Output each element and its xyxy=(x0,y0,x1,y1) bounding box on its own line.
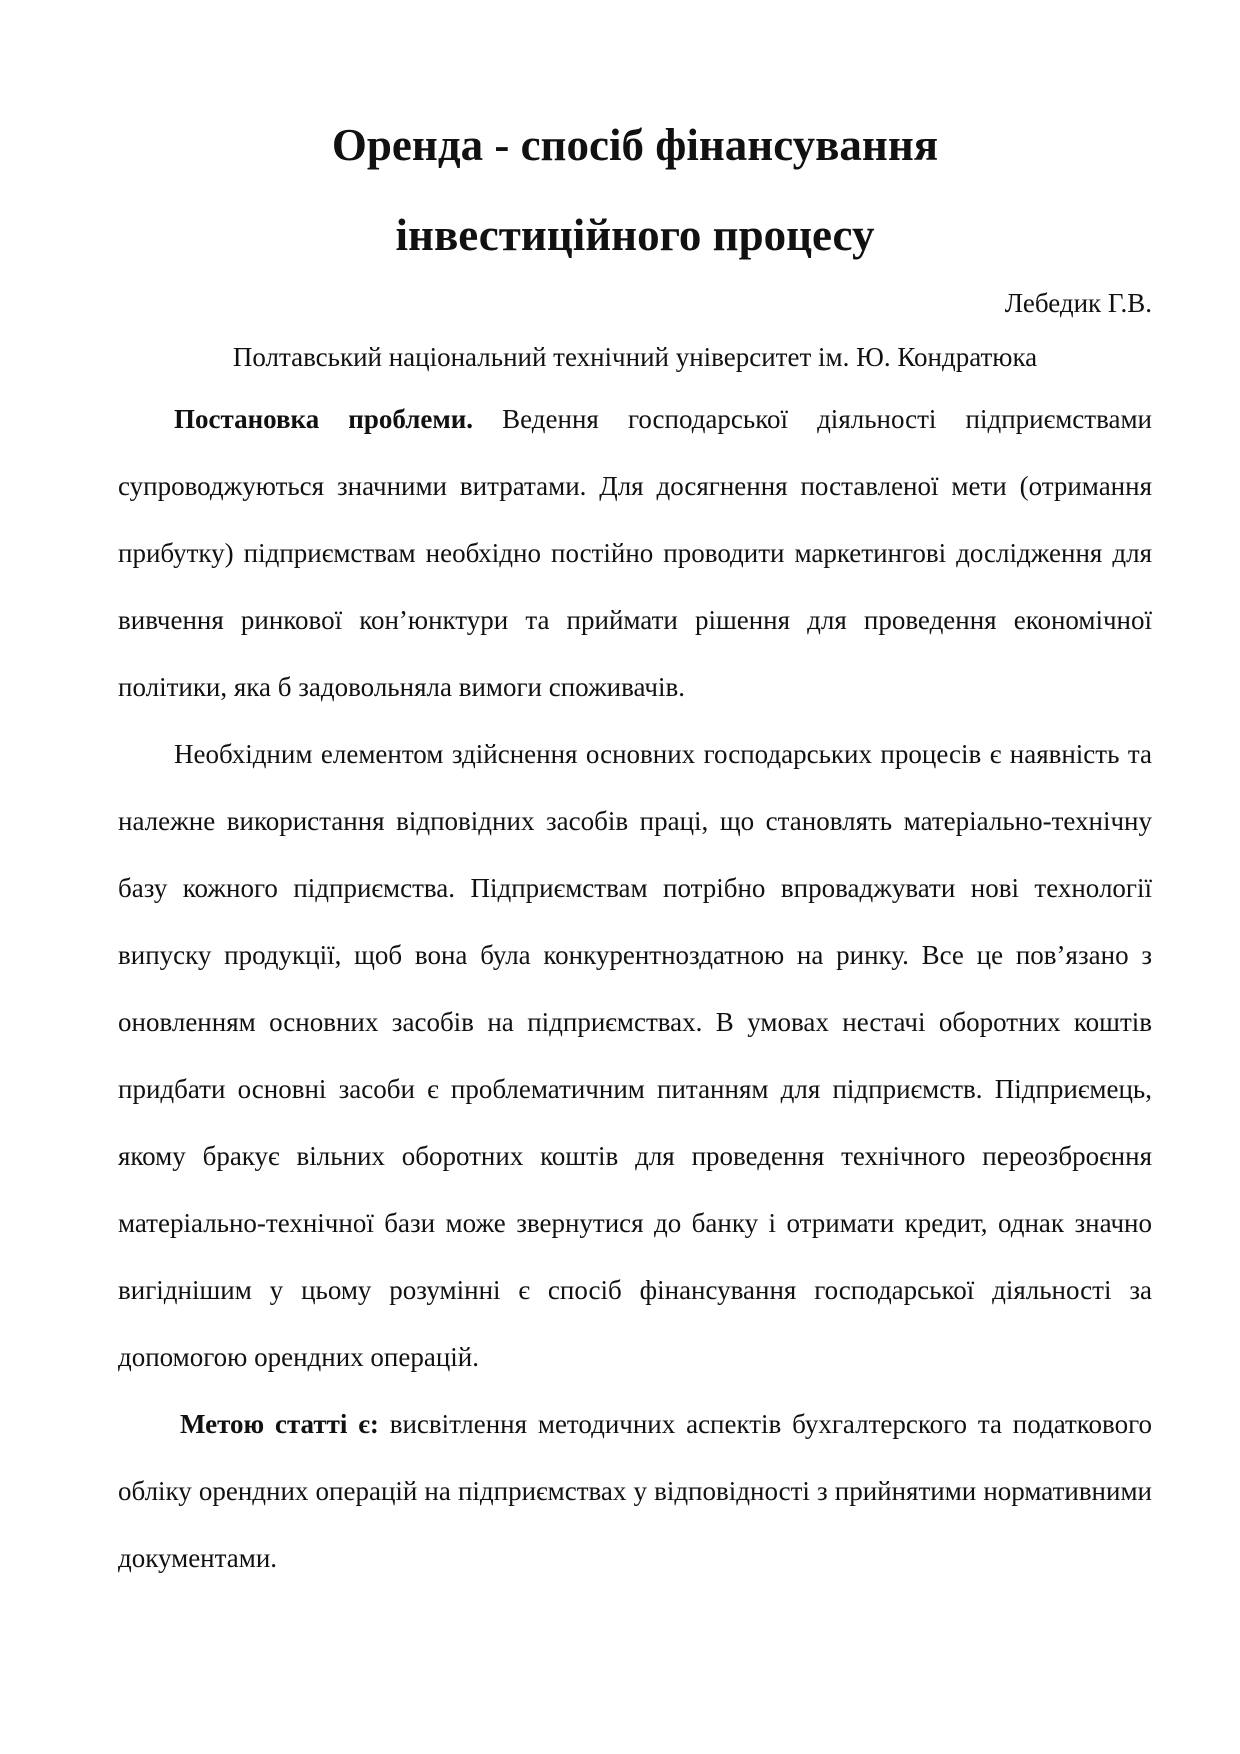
author-affiliation: Полтавський національний технічний університет ім. Ю. Кондратюка xyxy=(232,342,1038,372)
document-page xyxy=(118,100,1152,1592)
paragraph-fixed-assets xyxy=(118,721,1152,1391)
paragraph-text-problem-statement: Ведення господарської діяльності підприємствами супроводжуються значними витратами. Для досягнення поставленої мети (отримання прибутку) підприємствам необхідно постійно проводити маркетингові дослідження для вивчення ринкової кон’юнктури та приймати рішення для проведення економічної політики, яка б задовольняла вимоги споживачів. xyxy=(118,404,1152,702)
paragraph-lead-problem-statement: Постановка проблеми. xyxy=(174,404,474,434)
paragraph-problem-statement xyxy=(118,386,1152,721)
paragraph-text-article-goal: висвітлення методичних аспектів бухгалтерского та податкового обліку орендних операцій на підприємствах у відповідності з прийнятими нормативними документами. xyxy=(118,1409,1152,1573)
article-title-line-2: інвестиційного процесу xyxy=(395,210,875,260)
paragraph-text-fixed-assets: Необхідним елементом здійснення основних господарських процесів є наявність та належне використання відповідних засобів праці, що становлять матеріально-технічну базу кожного підприємства. Підприємствам потрібно впроваджувати нові технології випуску продукції, щоб вона була конкурентноздатною на ринку. Все це пов’язано з оновленням основних засобів на підприємствах. В умовах нестачі оборотних коштів придбати основні засоби є проблематичним питанням для підприємств. Підприємець, якому бракує вільних оборотних коштів для проведення технічного переозброєння матеріально-технічної бази може звернутися до банку і отримати кредит, однак значно вигіднішим у цьому розумінні є спосіб фінансування господарської діяльності за допомогою орендних операцій. xyxy=(118,739,1152,1372)
paragraph-article-goal xyxy=(118,1391,1152,1592)
article-title-line-1: Оренда - спосіб фінансування xyxy=(331,120,939,170)
paragraph-lead-article-goal: Метою статті є: xyxy=(180,1409,379,1439)
article-title xyxy=(118,100,1152,280)
author-name: Лебедик Г.В. xyxy=(1004,288,1152,318)
